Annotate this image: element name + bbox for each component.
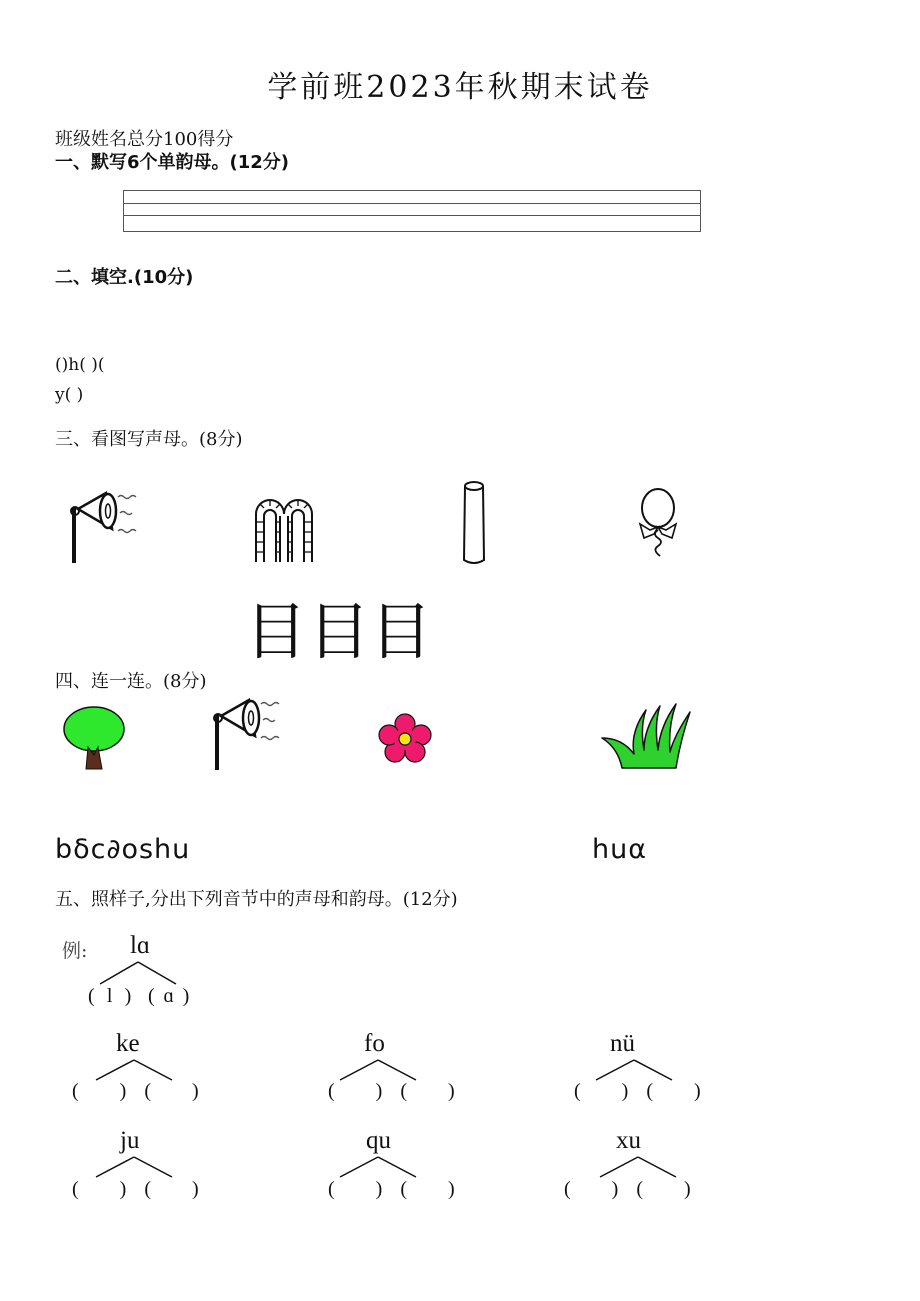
section1-heading: 一、默写6个单韵母。(12分)	[55, 152, 290, 173]
answer-parens[interactable]: ( )( )	[574, 1080, 719, 1102]
example-final-box: ( ɑ )	[148, 985, 190, 1007]
split-lines	[336, 1155, 420, 1179]
syllable-ke: ke	[116, 1030, 140, 1057]
header-info: 班级姓名总分100得分	[55, 129, 234, 150]
fill-blank-line-1[interactable]: ()h( )(	[55, 355, 105, 375]
split-lines	[592, 1058, 676, 1082]
syllable-xu: xu	[616, 1127, 641, 1154]
section2-heading: 二、填空.(10分)	[55, 267, 194, 288]
split-lines	[336, 1058, 420, 1082]
syllable-fo: fo	[364, 1030, 385, 1057]
section3-heading: 三、看图写声母。(8分)	[55, 429, 243, 450]
writing-line	[124, 203, 700, 204]
answer-parens[interactable]: ( )( )	[72, 1080, 217, 1102]
stick-icon	[458, 480, 492, 566]
syllable-ju: ju	[120, 1127, 140, 1154]
writing-lines[interactable]	[123, 190, 701, 232]
answer-parens[interactable]: ( )( )	[564, 1178, 709, 1200]
pinyin-options-right: huα	[592, 834, 648, 865]
example-split-lines	[96, 960, 180, 986]
example-initial-box: ( l )	[88, 985, 132, 1007]
answer-parens[interactable]: ( )( )	[72, 1178, 217, 1200]
writing-grid-char[interactable]: 目	[308, 595, 371, 668]
answer-parens[interactable]: ( )( )	[328, 1178, 473, 1200]
arch-door-icon	[250, 486, 318, 564]
pinyin-options-left: bδc∂oshu	[55, 834, 191, 865]
speaker-icon	[62, 485, 142, 565]
grass-icon	[600, 702, 692, 770]
balloon-icon	[630, 486, 690, 564]
fill-blank-line-2[interactable]: y( )	[55, 385, 84, 405]
speaker-icon	[205, 692, 285, 772]
section5-heading: 五、照样子,分出下列音节中的声母和韵母。(12分)	[55, 889, 458, 910]
section4-heading: 四、连一连。(8分)	[55, 671, 207, 692]
example-label: 例:	[62, 940, 88, 962]
writing-line	[124, 215, 700, 216]
page-title: 学前班2023年秋期末试卷	[267, 70, 653, 105]
writing-grid-char[interactable]: 目	[245, 595, 308, 668]
split-lines	[596, 1155, 680, 1179]
answer-parens[interactable]: ( )( )	[328, 1080, 473, 1102]
writing-grid-char[interactable]: 目	[370, 595, 433, 668]
syllable-qu: qu	[366, 1127, 391, 1154]
syllable-nu: nü	[610, 1030, 635, 1057]
example-syllable: lɑ	[130, 932, 151, 959]
flower-icon	[378, 713, 432, 763]
tree-icon	[62, 705, 128, 771]
split-lines	[92, 1155, 176, 1179]
split-lines	[92, 1058, 176, 1082]
